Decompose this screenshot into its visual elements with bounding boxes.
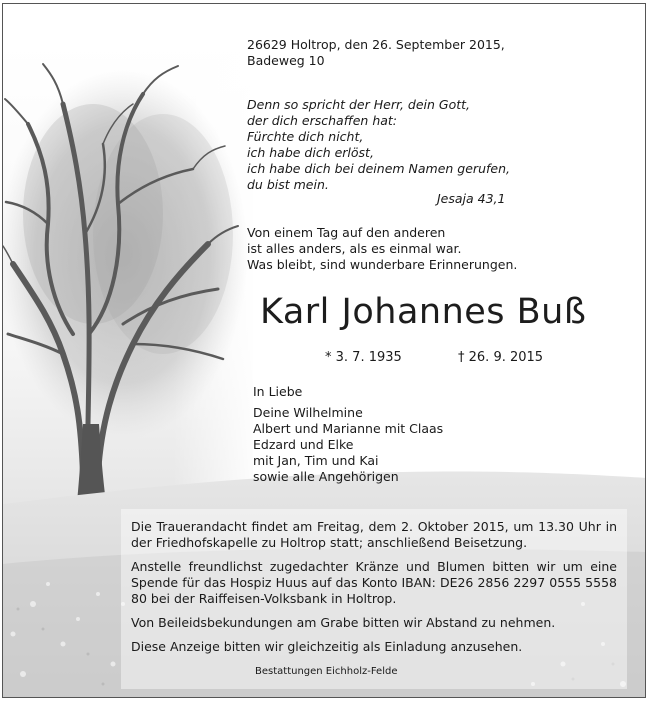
birth-date: * 3. 7. 1935 (325, 350, 402, 365)
death-date: † 26. 9. 2015 (458, 350, 544, 365)
memory-line: Von einem Tag auf den anderen (247, 225, 446, 240)
verse-line: der dich erschaffen hat: (247, 113, 398, 128)
deceased-name: Karl Johannes Buß (260, 292, 587, 332)
verse-line: ich habe dich erlöst, (247, 145, 374, 160)
mourner-line: Albert und Marianne mit Claas (253, 421, 444, 436)
invitation-note: Diese Anzeige bitten wir gleichzeitig als Einladung anzusehen. (131, 639, 523, 654)
condolence-note: Von Beileidsbekundungen am Grabe bitten wir Abstand zu nehmen. (131, 615, 556, 630)
memory-text (247, 225, 517, 273)
place-date-line: 26629 Holtrop, den 26. September 2015, (247, 37, 505, 52)
verse-line: Denn so spricht der Herr, dein Gott, (247, 97, 471, 112)
bible-verse (247, 97, 510, 193)
mourners-list (253, 405, 443, 485)
verse-line: Fürchte dich nicht, (247, 129, 364, 144)
donation-info: Anstelle freundlichst zugedachter Kränze und Blumen bitten wir um eine Spende für das Hospiz Huus auf das Konto IBAN: DE26 2856 2297 0555 5558 80 bei der Raiffeisen-Volksbank in Holtrop. (131, 559, 617, 606)
memory-line: Was bleibt, sind wunderbare Erinnerungen. (247, 257, 518, 272)
street-line: Badeweg 10 (247, 53, 325, 68)
verse-reference: Jesaja 43,1 (437, 191, 506, 206)
undertaker-name: Bestattungen Eichholz-Felde (255, 666, 398, 677)
service-info: Die Trauerandacht findet am Freitag, dem 2. Oktober 2015, um 13.30 Uhr in der Friedhofskapelle zu Holtrop statt; anschließend Beisetzung. (131, 519, 617, 550)
place-date (247, 37, 505, 69)
in-love-label: In Liebe (253, 384, 303, 399)
mourner-line: Edzard und Elke (253, 437, 354, 452)
verse-line: du bist mein. (247, 177, 329, 192)
memory-line: ist alles anders, als es einmal war. (247, 241, 462, 256)
mourner-line: Deine Wilhelmine (253, 405, 363, 420)
mourner-line: sowie alle Angehörigen (253, 469, 399, 484)
obituary-notice (2, 3, 646, 698)
verse-line: ich habe dich bei deinem Namen gerufen, (247, 161, 510, 176)
mourner-line: mit Jan, Tim und Kai (253, 453, 379, 468)
